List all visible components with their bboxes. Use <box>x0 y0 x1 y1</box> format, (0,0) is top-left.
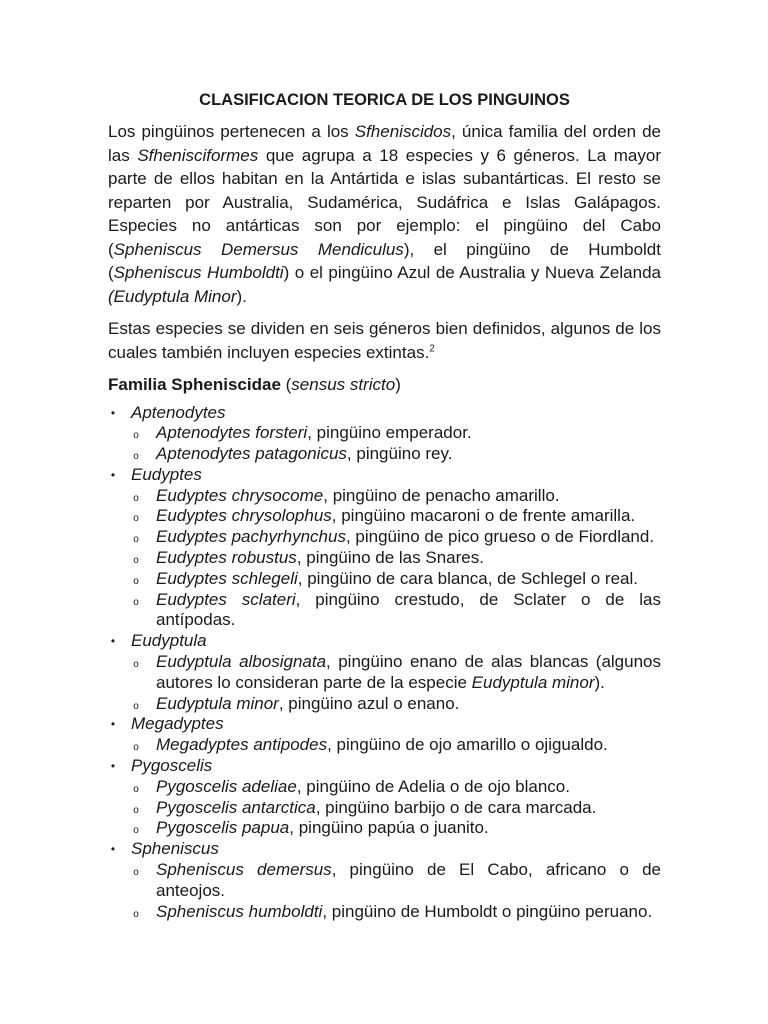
intro-text-4: ), el pingüino de Humboldt ( <box>108 239 661 282</box>
intro-text-1: Los pingüinos pertenecen a los <box>108 122 355 141</box>
species-description: ). <box>594 672 605 692</box>
species-scientific-name: Eudyptula minor <box>471 672 595 692</box>
intro-paragraph <box>108 120 661 308</box>
sub-bullet-icon: o <box>133 430 139 442</box>
species-description: , pingüino enano de alas blancas (algunos autores lo consideran parte de la especie <box>156 652 661 692</box>
species-scientific-name: Spheniscus humboldti <box>156 901 323 921</box>
bullet-icon: • <box>110 759 116 774</box>
genera-paragraph <box>108 317 661 364</box>
species-item <box>131 694 661 715</box>
species-item <box>131 569 661 590</box>
species-scientific-name: Pygoscelis antarctica <box>156 797 316 817</box>
document-title: CLASIFICACION TEORICA DE LOS PINGUINOS <box>199 91 570 109</box>
intro-text-5: ) o el pingüino Azul de Australia y Nueva Zelanda <box>283 263 661 282</box>
species-description: , pingüino de pico grueso o de Fiordland. <box>345 527 655 547</box>
bullet-icon: • <box>110 405 116 420</box>
species-item <box>131 798 661 819</box>
species-description: , pingüino azul o enano. <box>278 693 460 713</box>
species-description: , pingüino de Adelia o de ojo blanco. <box>296 776 570 796</box>
intro-term-minor: (Eudyptula Minor <box>108 286 237 306</box>
species-scientific-name: Eudyptes robustus <box>156 548 297 568</box>
genus-item <box>108 465 661 631</box>
sub-bullet-icon: o <box>133 700 139 712</box>
species-list <box>131 777 661 839</box>
intro-term-humboldti: Spheniscus Humboldti <box>113 263 284 282</box>
species-scientific-name: Pygoscelis papua <box>156 818 290 838</box>
species-item <box>131 486 661 507</box>
species-item <box>131 735 661 756</box>
family-name: Familia Spheniscidae <box>108 375 281 394</box>
species-description: , pingüino papúa o juanito. <box>289 818 489 838</box>
genus-name: Eudyptes <box>131 464 202 484</box>
species-list <box>131 486 661 632</box>
species-description: , pingüino de cara blanca, de Schlegel o real. <box>297 568 638 588</box>
genus-item <box>108 756 661 839</box>
document-content <box>108 88 661 922</box>
species-item <box>131 818 661 839</box>
species-item <box>131 652 661 694</box>
species-item <box>131 444 661 465</box>
sub-bullet-icon: o <box>133 804 139 816</box>
genus-name: Aptenodytes <box>131 402 226 422</box>
species-description: , pingüino de Humboldt o pingüino peruano. <box>322 901 653 921</box>
species-description: , pingüino rey. <box>346 444 453 464</box>
species-item <box>131 527 661 548</box>
family-sensu: sensus stricto <box>291 375 396 394</box>
species-description: , pingüino de las Snares. <box>296 548 484 568</box>
footnote-marker: 2 <box>429 342 435 354</box>
species-item <box>131 902 661 923</box>
genus-item <box>108 403 661 465</box>
genus-name: Pygoscelis <box>131 756 213 776</box>
species-scientific-name: Aptenodytes forsteri <box>156 423 308 443</box>
genus-list <box>108 403 661 923</box>
genus-item <box>108 839 661 922</box>
species-description: , pingüino macaroni o de frente amarilla. <box>331 506 636 526</box>
intro-term-demersus: Spheniscus Demersus Mendiculus <box>113 239 404 259</box>
species-scientific-name: Eudyptes sclateri <box>156 589 296 609</box>
species-description: , pingüino barbijo o de cara marcada. <box>315 797 597 817</box>
species-item <box>131 506 661 527</box>
species-scientific-name: Eudyptes chrysocome <box>156 485 324 505</box>
species-item <box>131 548 661 569</box>
bullet-icon: • <box>110 467 116 482</box>
genus-name: Eudyptula <box>131 631 207 651</box>
species-item <box>131 777 661 798</box>
species-scientific-name: Eudyptes pachyrhynchus <box>156 527 346 547</box>
species-list <box>131 860 661 922</box>
family-paren-open: ( <box>280 375 292 394</box>
sub-bullet-icon: o <box>133 659 139 671</box>
genus-item <box>108 714 661 756</box>
species-item <box>131 860 661 902</box>
species-scientific-name: Eudyptula minor <box>156 693 279 713</box>
sub-bullet-icon: o <box>133 492 139 504</box>
sub-bullet-icon: o <box>133 908 139 920</box>
species-scientific-name: Eudyptes chrysolophus <box>156 506 332 526</box>
species-description: , pingüino crestudo, de Sclater o de las antípodas. <box>156 589 661 630</box>
sub-bullet-icon: o <box>133 742 139 754</box>
species-item <box>131 423 661 444</box>
species-scientific-name: Pygoscelis adeliae <box>156 776 297 796</box>
genus-name: Megadyptes <box>131 714 224 734</box>
species-scientific-name: Eudyptula albosignata <box>156 652 327 672</box>
sub-bullet-icon: o <box>133 825 139 837</box>
family-heading <box>108 373 661 397</box>
species-scientific-name: Spheniscus demersus <box>156 860 332 880</box>
species-list <box>131 652 661 714</box>
species-list <box>131 735 661 756</box>
sub-bullet-icon: o <box>133 783 139 795</box>
intro-text-6: ). <box>236 286 247 306</box>
species-description: , pingüino de El Cabo, africano o de anteojos. <box>156 860 661 900</box>
intro-text-2: , única familia del orden de las <box>108 122 661 165</box>
sub-bullet-icon: o <box>133 575 139 587</box>
species-list <box>131 423 661 465</box>
genus-item <box>108 631 661 714</box>
sub-bullet-icon: o <box>133 596 139 608</box>
species-scientific-name: Aptenodytes patagonicus <box>156 444 347 464</box>
bullet-icon: • <box>110 634 116 649</box>
sub-bullet-icon: o <box>133 513 139 525</box>
genus-name: Spheniscus <box>131 839 219 859</box>
genera-text: Estas especies se dividen en seis géneros bien definidos, algunos de los cuales también incluyen especies extintas. <box>108 319 661 362</box>
sub-bullet-icon: o <box>133 555 139 567</box>
bullet-icon: • <box>110 842 116 857</box>
intro-text-3: que agrupa a 18 especies y 6 géneros. La mayor parte de ellos habitan en la Antártida e islas subantárticas. El resto se reparten por Australia, Sudamérica, Sudáfrica e Islas Galápagos. Especies no antárticas son por ejemplo: el pingüino del Cabo ( <box>108 145 661 259</box>
family-paren-close: ) <box>395 375 401 394</box>
species-scientific-name: Megadyptes antipodes <box>156 735 328 755</box>
species-description: , pingüino de ojo amarillo o ojigualdo. <box>327 735 608 755</box>
species-description: , pingüino emperador. <box>307 423 472 443</box>
intro-term-sfheniscidos: Sfheniscidos <box>354 122 452 141</box>
sub-bullet-icon: o <box>133 867 139 879</box>
species-scientific-name: Eudyptes schlegeli <box>156 568 298 588</box>
sub-bullet-icon: o <box>133 451 139 463</box>
intro-term-sfhenisciformes: Sfhenisciformes <box>137 145 259 165</box>
sub-bullet-icon: o <box>133 534 139 546</box>
bullet-icon: • <box>110 717 116 732</box>
species-item <box>131 590 661 632</box>
species-description: , pingüino de penacho amarillo. <box>323 485 560 505</box>
